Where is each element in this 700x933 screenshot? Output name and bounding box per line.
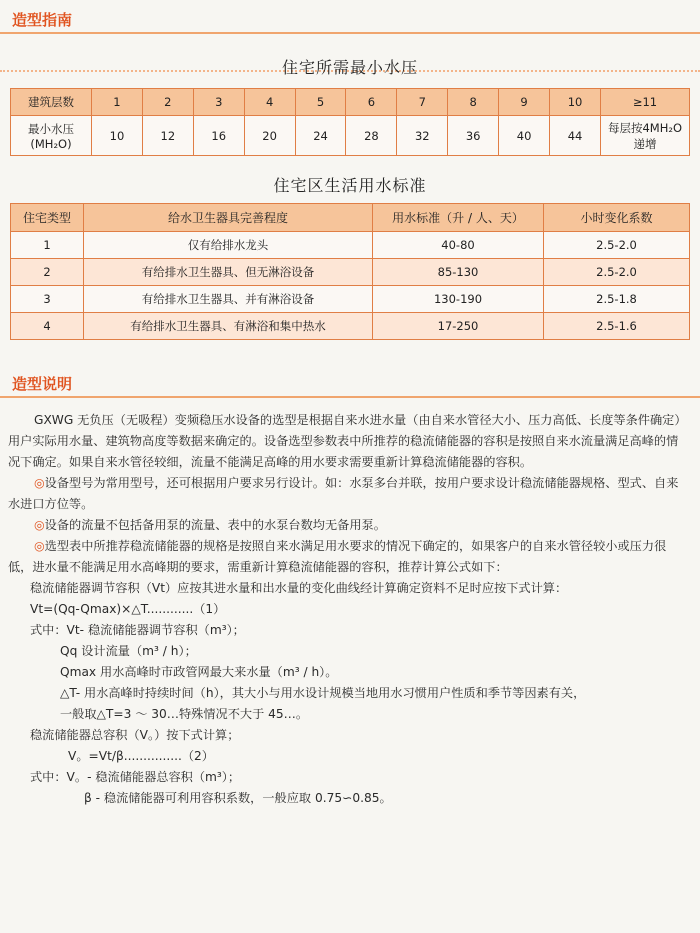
formula-line: Qmax 用水高峰时市政管网最大来水量（m³ / h）。 (60, 665, 338, 679)
type-cell: 3 (11, 286, 84, 313)
pressure-cell: 24 (295, 116, 346, 156)
std-cell: 40-80 (373, 232, 544, 259)
formula-line: β - 稳流储能器可利用容积系数，一般应取 0.75∽0.85。 (84, 791, 392, 805)
formula-line: 式中：V。- 稳流储能器总容积（m³）； (30, 770, 241, 784)
pressure-note-cell: 每层按4MH₂O 递增 (601, 116, 690, 156)
floor-cell: 1 (92, 89, 143, 116)
coef-cell: 2.5-1.6 (544, 313, 690, 340)
formula-line: 式中：Vt- 稳流储能器调节容积（m³）； (30, 623, 245, 637)
table-row (11, 232, 690, 259)
section-header-guide (0, 4, 700, 34)
header-cell: 给水卫生器具完善程度 (84, 204, 373, 232)
pressure-cell: 44 (550, 116, 601, 156)
floor-cell: 6 (346, 89, 397, 116)
desc-cell: 仅有给排水龙头 (84, 232, 373, 259)
min-pressure-table (10, 88, 690, 156)
pressure-cell: 10 (92, 116, 143, 156)
floor-cell: 2 (142, 89, 193, 116)
section-title: 造型指南 (12, 10, 73, 29)
coef-cell: 2.5-2.0 (544, 259, 690, 286)
paragraph: ◎设备型号为常用型号，还可根据用户要求另行设计。如：水泵多台并联，按用户要求设计稳流储能器规格、型式、自来水进口方位等。 (8, 476, 679, 511)
paragraph: ◎选型表中所推荐稳流储能器的规格是按照自来水满足用水要求的情况下确定的，如果客户的自来水管径较小或压力很低，进水量不能满足用水高峰期的要求，需重新计算稳流储能器的容积，推荐计算公式如下： (8, 539, 667, 574)
paragraph: GXWG 无负压（无吸程）变频稳压水设备的选型是根据自来水进水量（由自来水管径大小、压力高低、长度等条件确定）用户实际用水量、建筑物高度等数据来确定的。设备选型参数表中所推荐的稳流储能器的容积是按照自来水流量满足高峰的情况下确定。如果自来水管径较细，流量不能满足高峰的用水要求需要重新计算稳流储能器的容积。 (8, 413, 687, 469)
floor-cell: 4 (244, 89, 295, 116)
formula-line: Qq 设计流量（m³ / h）； (60, 644, 197, 658)
floor-cell: 3 (193, 89, 244, 116)
water-standard-table (10, 203, 690, 340)
selection-notes (8, 410, 688, 809)
floor-cell: 10 (550, 89, 601, 116)
formula-line: 稳流储能器总容积（V。）按下式计算； (30, 728, 240, 742)
pressure-cell: 28 (346, 116, 397, 156)
std-cell: 85-130 (373, 259, 544, 286)
pressure-cell: 36 (448, 116, 499, 156)
type-cell: 4 (11, 313, 84, 340)
pressure-cell: 16 (193, 116, 244, 156)
floor-cell: ≥11 (601, 89, 690, 116)
bullet-icon: ◎ (34, 518, 45, 532)
type-cell: 1 (11, 232, 84, 259)
floor-cell: 8 (448, 89, 499, 116)
type-cell: 2 (11, 259, 84, 286)
table-row (11, 286, 690, 313)
table1-title: 住宅所需最小水压 (281, 58, 418, 77)
section-title: 造型说明 (12, 374, 73, 393)
floor-cell: 7 (397, 89, 448, 116)
floor-cell: 9 (499, 89, 550, 116)
table-row (11, 259, 690, 286)
formula-line: V。=Vt/β...............（2） (68, 749, 214, 763)
pressure-cell: 20 (244, 116, 295, 156)
section-rule (0, 32, 700, 34)
row-label: 最小水压(MH₂O) (11, 116, 92, 156)
header-cell: 用水标准（升 / 人、天） (373, 204, 544, 232)
formula-line: 一般取△T=3 ～ 30…特殊情况不大于 45…。 (60, 707, 309, 721)
header-cell: 住宅类型 (11, 204, 84, 232)
std-cell: 17-250 (373, 313, 544, 340)
desc-cell: 有给排水卫生器具、有淋浴和集中热水 (84, 313, 373, 340)
pressure-cell: 32 (397, 116, 448, 156)
section-rule (0, 396, 700, 398)
formula-line: △T- 用水高峰时持续时间（h），其大小与用水设计规模当地用水习惯用户性质和季节等因素有关， (60, 686, 586, 700)
coef-cell: 2.5-1.8 (544, 286, 690, 313)
header-cell: 小时变化系数 (544, 204, 690, 232)
std-cell: 130-190 (373, 286, 544, 313)
desc-cell: 有给排水卫生器具、并有淋浴设备 (84, 286, 373, 313)
table2-title: 住宅区生活用水标准 (273, 176, 427, 195)
coef-cell: 2.5-2.0 (544, 232, 690, 259)
formula-line: 稳流储能器调节容积（Vt）应按其进水量和出水量的变化曲线经计算确定资料不足时应按下式计算： (30, 581, 568, 595)
bullet-icon: ◎ (34, 476, 45, 490)
table-row (11, 313, 690, 340)
row-label: 建筑层数 (11, 89, 92, 116)
paragraph: ◎设备的流量不包括备用泵的流量、表中的水泵台数均无备用泵。 (34, 518, 386, 532)
section-header-notes (0, 368, 700, 398)
formula-line: Vt=(Qq-Qmax)×△T............（1） (30, 602, 226, 616)
pressure-cell: 40 (499, 116, 550, 156)
floor-cell: 5 (295, 89, 346, 116)
pressure-cell: 12 (142, 116, 193, 156)
bullet-icon: ◎ (34, 539, 45, 553)
desc-cell: 有给排水卫生器具、但无淋浴设备 (84, 259, 373, 286)
